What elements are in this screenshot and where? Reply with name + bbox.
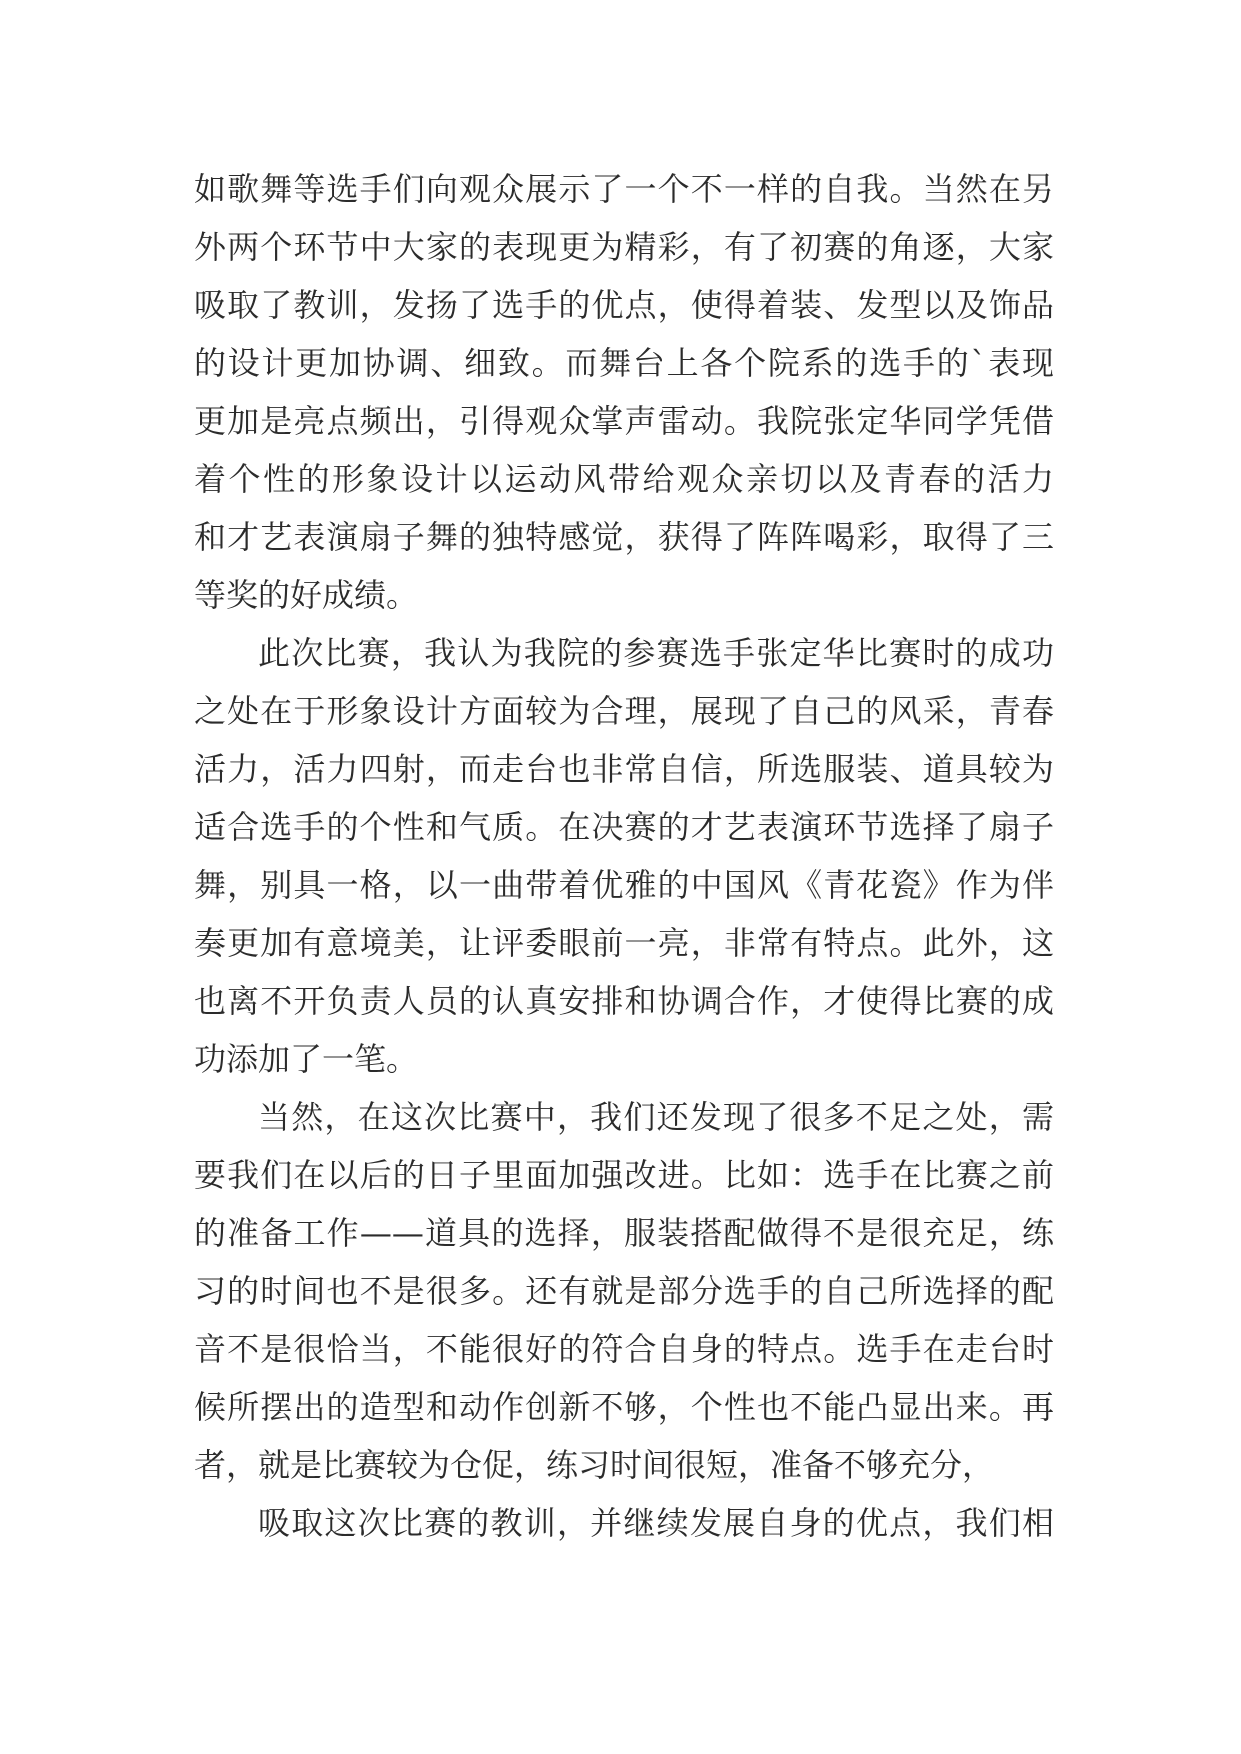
text-line: 音不是很恰当，不能很好的符合自身的特点。选手在走台时 [194,1330,1054,1368]
text-line: 的准备工作——道具的选择，服装搭配做得不是很充足，练 [194,1214,1054,1252]
document-body [194,160,1054,1552]
text-line: 当然，在这次比赛中，我们还发现了很多不足之处，需 [258,1098,1054,1136]
text-line: 和才艺表演扇子舞的独特感觉，获得了阵阵喝彩，取得了三 [194,518,1054,556]
text-line: 也离不开负责人员的认真安排和协调合作，才使得比赛的成 [194,982,1054,1020]
text-line: 等奖的好成绩。 [194,576,419,614]
paragraph-3 [194,1088,1054,1494]
text-line: 之处在于形象设计方面较为合理，展现了自己的风采，青春 [194,692,1054,730]
text-line: 吸取这次比赛的教训，并继续发展自身的优点，我们相 [258,1504,1054,1542]
text-line: 习的时间也不是很多。还有就是部分选手的自己所选择的配 [194,1272,1054,1310]
text-line: 此次比赛，我认为我院的参赛选手张定华比赛时的成功 [258,634,1054,672]
text-line: 功添加了一笔。 [194,1040,419,1078]
paragraph-1 [194,160,1054,624]
text-line: 如歌舞等选手们向观众展示了一个不一样的自我。当然在另 [194,170,1054,208]
text-line: 候所摆出的造型和动作创新不够，个性也不能凸显出来。再 [194,1388,1054,1426]
text-line: 要我们在以后的日子里面加强改进。比如：选手在比赛之前 [194,1156,1054,1194]
text-line: 奏更加有意境美，让评委眼前一亮，非常有特点。此外，这 [194,924,1054,962]
text-line: 吸取了教训，发扬了选手的优点，使得着装、发型以及饰品 [194,286,1054,324]
paragraph-2 [194,624,1054,1088]
text-line: 舞，别具一格，以一曲带着优雅的中国风《青花瓷》作为伴 [194,866,1054,904]
text-line: 更加是亮点频出，引得观众掌声雷动。我院张定华同学凭借 [194,402,1054,440]
text-line: 外两个环节中大家的表现更为精彩，有了初赛的角逐，大家 [194,228,1054,266]
text-line: 适合选手的个性和气质。在决赛的才艺表演环节选择了扇子 [194,808,1054,846]
paragraph-4 [194,1494,1054,1552]
text-line: 者，就是比赛较为仓促，练习时间很短，准备不够充分， [194,1446,995,1484]
text-line: 活力，活力四射，而走台也非常自信，所选服装、道具较为 [194,750,1054,788]
text-line: 着个性的形象设计以运动风带给观众亲切以及青春的活力 [194,460,1054,498]
text-line: 的设计更加协调、细致。而舞台上各个院系的选手的`表现 [194,344,1054,382]
